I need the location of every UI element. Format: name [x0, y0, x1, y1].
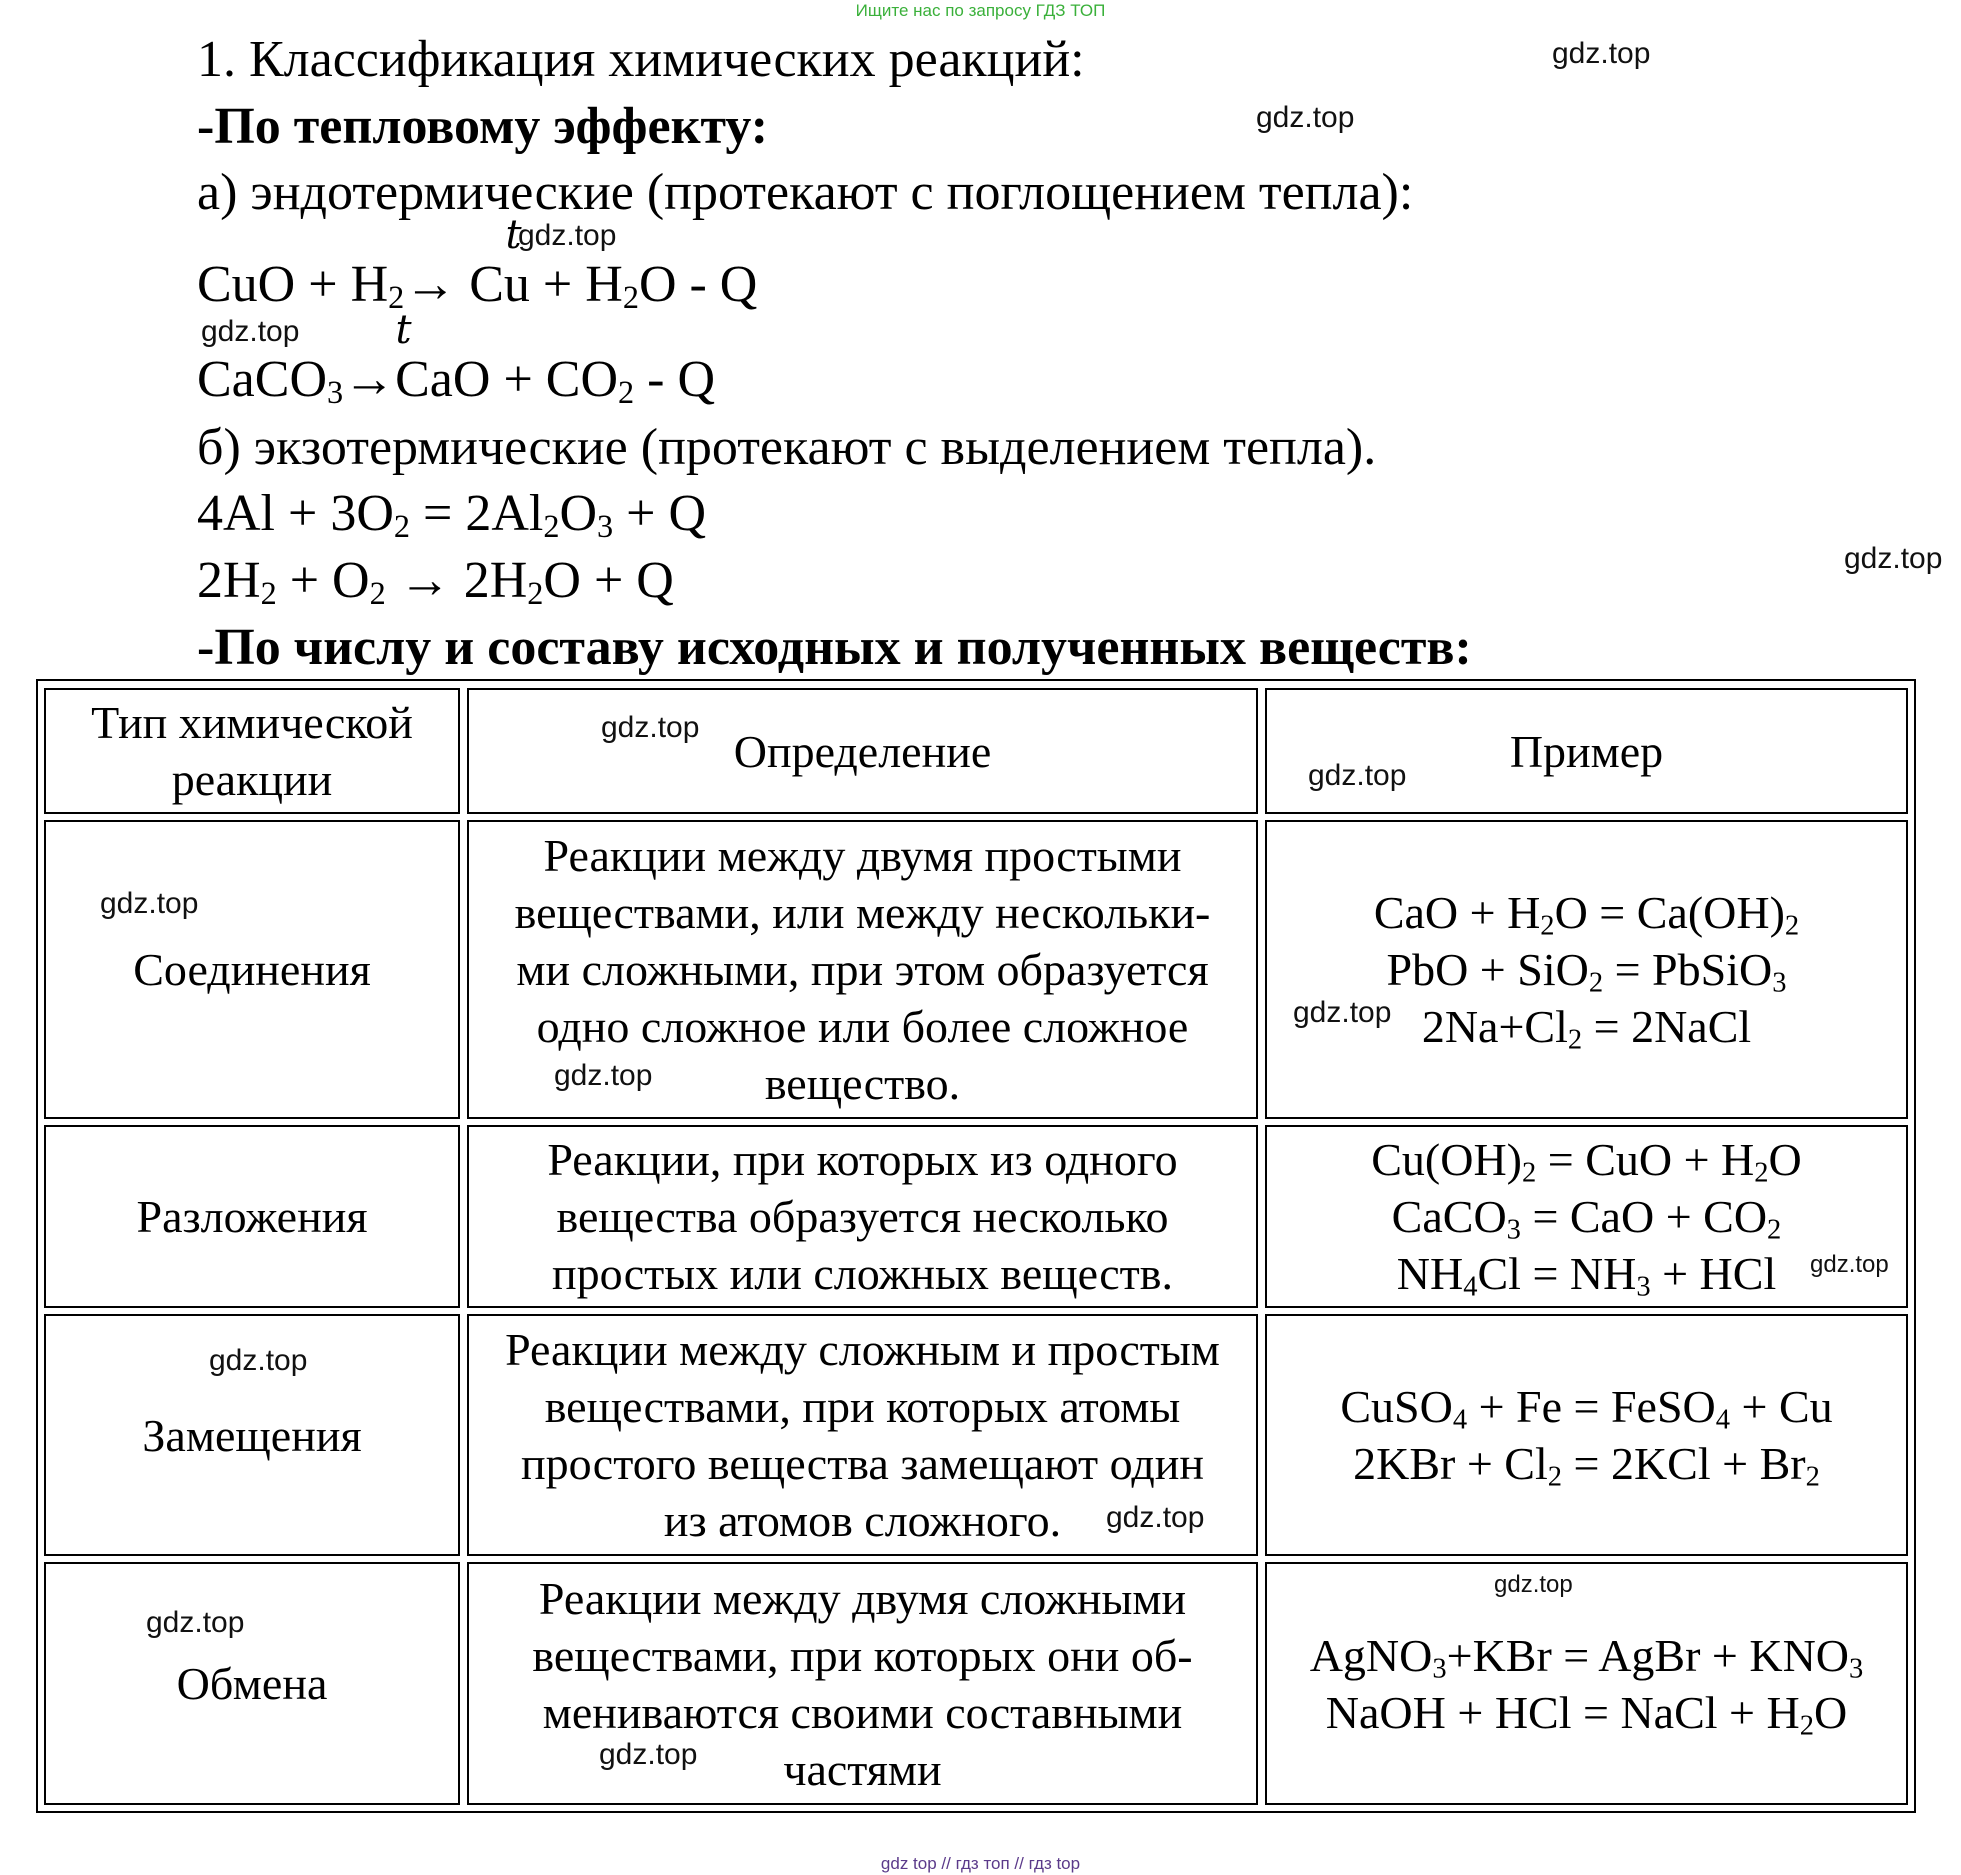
row-example-exchange: AgNO$_3$+KBr = AgBr + $KNO_3$ NaOH + HCl = NaCl + $H_2O$	[1265, 1562, 1908, 1805]
equation-3: $4Al + 3O_2 = 2Al_2O_3 + Q$	[197, 485, 707, 545]
row-type-combination: Соединения	[44, 820, 460, 1119]
row-example-combination: CaO + $H_2O = Ca(OH)_2$ PbO + SiO$_2$ = PbSiO$_3$ $2Na+Cl_2$ = 2NaCl	[1265, 820, 1908, 1119]
watermark: gdz.top	[554, 1059, 653, 1092]
row-definition-decomposition: Реакции, при которых из одного вещества образуется несколько простых или сложных веществ.	[467, 1125, 1258, 1308]
watermark: gdz.top	[1810, 1251, 1889, 1278]
row-example-substitution: CuSO$_4$ + Fe = FeSO$_4$ + Cu $2KBr + Cl_2 = 2KCl + Br_2$	[1265, 1314, 1908, 1556]
section-heading-composition: -По числу и составу исходных и полученных веществ:	[197, 619, 1472, 676]
row-definition-substitution: Реакции между сложным и простым веществами, при которых атомы простого вещества замещают один из атомов сложного.	[467, 1314, 1258, 1556]
row-definition-exchange: Реакции между двумя сложными веществами, при которых они об- мениваются своими составными частями	[467, 1562, 1258, 1805]
header-example: Пример	[1265, 688, 1908, 814]
row-type-substitution: Замещения	[44, 1314, 460, 1556]
footer-links: gdz top // гдз топ // гдз top	[880, 1854, 1081, 1873]
watermark: gdz.top	[100, 887, 199, 920]
header-type: Тип химической реакции	[44, 688, 460, 814]
watermark: gdz.top	[209, 1344, 308, 1377]
page-title: 1. Классификация химических реакций:	[197, 31, 1085, 88]
watermark: gdz.top	[1552, 37, 1651, 70]
watermark: gdz.top	[1293, 996, 1392, 1029]
equation-4: $2H_2 + O_2 \to 2H_2O + Q$	[197, 552, 674, 612]
top-banner: Ищите нас по запросу ГДЗ ТОП	[855, 1, 1106, 20]
watermark: gdz.top	[1494, 1571, 1573, 1598]
watermark: gdz.top	[201, 315, 300, 348]
row-type-exchange: Обмена	[44, 1562, 460, 1805]
equation-1: CuO + $H_2$ t → $Cu + H_2O - Q$	[197, 255, 757, 315]
watermark: gdz.top	[1106, 1501, 1205, 1534]
condition-t: t	[505, 212, 522, 258]
equation-2: CaCO$_3$ t $\to CaO + CO_2 - Q$	[197, 350, 715, 410]
watermark: gdz.top	[146, 1606, 245, 1639]
row-definition-combination: Реакции между двумя простыми веществами, или между нескольки- ми сложными, при этом образуется одно сложное или более сложное вещество.	[467, 820, 1258, 1119]
endothermic-label: а) эндотермические (протекают с поглощением тепла):	[197, 164, 1414, 221]
watermark: gdz.top	[601, 711, 700, 744]
watermark: gdz.top	[1844, 542, 1943, 575]
row-example-decomposition: $Cu(OH)_2$ = CuO + $H_2O$ CaCO$_3$ = CaO + $CO_2$ $NH_4Cl = NH_3$ + HCl	[1265, 1125, 1908, 1308]
condition-t: t	[395, 307, 412, 353]
header-definition: Определение	[467, 688, 1258, 814]
watermark: gdz.top	[1256, 101, 1355, 134]
watermark: gdz.top	[1308, 759, 1407, 792]
row-type-decomposition: Разложения	[44, 1125, 460, 1308]
section-heading-thermal: -По тепловому эффекту:	[197, 98, 769, 155]
watermark: gdz.top	[518, 219, 617, 252]
watermark: gdz.top	[599, 1738, 698, 1771]
exothermic-label: б) экзотермические (протекают с выделением тепла).	[197, 419, 1377, 476]
